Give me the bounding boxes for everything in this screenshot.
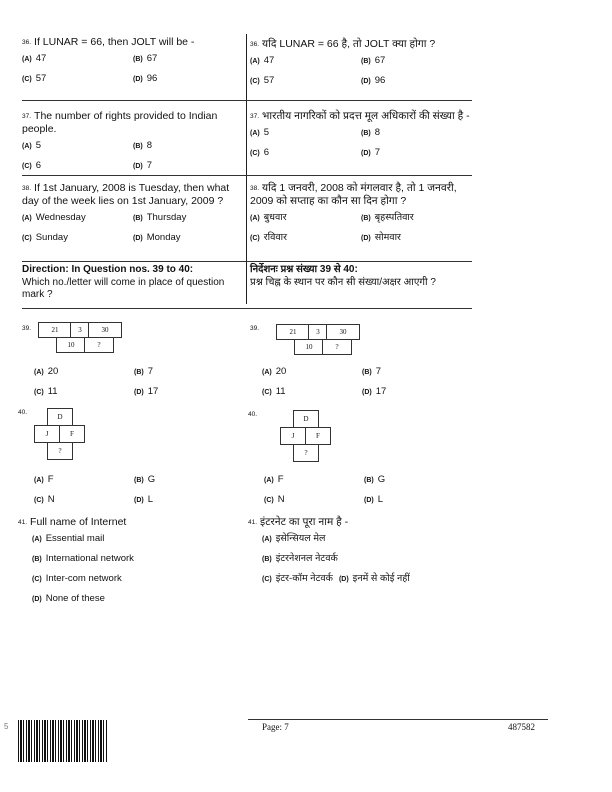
number-figure [38, 322, 138, 362]
question-text: If 1st January, 2008 is Tuesday, then what day of the week lies on 1st January, 2009 ? [22, 182, 230, 207]
direction-title: Direction: In Question nos. 39 to 40: [22, 264, 194, 275]
column-divider [246, 34, 247, 304]
figure-cell: J [280, 427, 306, 445]
figure-cell: ? [293, 444, 319, 462]
option-d[interactable]: (D) 17 [134, 386, 159, 397]
option-c[interactable]: (C) रविवार [250, 232, 287, 243]
figure-cell: D [47, 408, 73, 426]
option-a[interactable]: (A) 47 [250, 55, 275, 66]
booklet-serial: 487582 [508, 722, 535, 732]
direction-title: निर्देशनः प्रश्न संख्या 39 से 40: [250, 264, 358, 275]
figure-cell: ? [47, 442, 73, 460]
options [262, 365, 462, 399]
option-d[interactable]: (D) 96 [361, 75, 386, 86]
options [32, 532, 244, 606]
question-37-en [22, 110, 244, 173]
option-a[interactable]: (A) 20 [34, 366, 59, 377]
direction-hi [250, 264, 472, 289]
edge-mark: 5 [4, 722, 9, 731]
option-a[interactable]: (A) F [34, 474, 54, 485]
question-39-hi [250, 322, 472, 402]
question-text: Full name of Internet [30, 516, 127, 528]
options [250, 211, 472, 245]
options [34, 365, 234, 399]
page-number: Page: 7 [262, 722, 289, 732]
option-d[interactable]: (D) 17 [362, 386, 387, 397]
option-d[interactable]: (D) 96 [133, 73, 158, 84]
separator [22, 175, 472, 176]
option-a[interactable]: (A) 47 [22, 53, 47, 64]
letter-figure [278, 410, 338, 470]
option-b[interactable]: (B) 7 [134, 366, 154, 377]
options [250, 126, 472, 160]
question-text: यदि 1 जनवरी, 2008 को मंगलवार है, तो 1 जनवरी, 2009 को सप्ताह का कौन सा दिन होगा ? [250, 182, 457, 207]
option-a[interactable]: (A) Essential mail [32, 533, 105, 544]
barcode [18, 720, 108, 762]
option-c[interactable]: (C) Sunday [22, 232, 68, 243]
question-36-en [22, 36, 244, 86]
direction-body: प्रश्न चिह्न के स्थान पर कौन सी संख्या/अक्षर आएगी ? [250, 276, 436, 288]
question-number: 36. [22, 39, 32, 46]
figure-cell: ? [322, 339, 352, 355]
question-text: If LUNAR = 66, then JOLT will be - [34, 36, 195, 48]
figure-cell: 10 [294, 339, 324, 355]
option-d[interactable]: (D) Monday [133, 232, 181, 243]
option-a[interactable]: (A) 5 [22, 140, 42, 151]
option-d[interactable]: (D) 7 [133, 160, 153, 171]
option-d[interactable]: (D) L [134, 494, 154, 505]
options [22, 211, 244, 245]
question-36-hi [250, 38, 472, 88]
option-c[interactable]: (C) 57 [250, 75, 275, 86]
option-a[interactable]: (A) इसेन्सियल मेल [262, 533, 326, 544]
question-number: 37. [22, 113, 32, 120]
option-c[interactable]: (C) 11 [262, 386, 286, 397]
question-41-en [18, 516, 244, 606]
direction-body: Which no./letter will come in place of question mark ? [22, 276, 225, 300]
question-text: भारतीय नागरिकों को प्रदत्त मूल अधिकारों की संख्या है - [262, 110, 470, 122]
option-a[interactable]: (A) Wednesday [22, 212, 86, 223]
option-c[interactable]: (C) 11 [34, 386, 58, 397]
question-number: 38. [250, 185, 260, 192]
figure-cell: F [305, 427, 331, 445]
option-c[interactable]: (C) N [264, 494, 285, 505]
question-40-hi [248, 408, 474, 508]
figure-cell: F [59, 425, 85, 443]
option-c[interactable]: (C) N [34, 494, 55, 505]
options [264, 473, 464, 507]
option-a[interactable]: (A) बुधवार [250, 212, 287, 223]
question-number: 40. [248, 411, 258, 418]
option-b[interactable]: (B) International network [32, 553, 134, 564]
option-b[interactable]: (B) 67 [361, 55, 386, 66]
figure-cell: ? [84, 337, 114, 353]
option-b[interactable]: (B) इंटरनेशनल नेटवर्क [262, 553, 338, 564]
figure-cell: 3 [308, 324, 328, 340]
question-number: 37. [250, 113, 260, 120]
option-b[interactable]: (B) बृहस्पतिवार [361, 212, 414, 223]
option-d[interactable]: (D) इनमें से कोई नहीं [338, 573, 410, 584]
option-c[interactable]: (C) 57 [22, 73, 47, 84]
question-number: 36. [250, 41, 260, 48]
question-39-en [22, 322, 244, 402]
separator [22, 308, 472, 309]
question-37-hi [250, 110, 472, 160]
option-b[interactable]: (B) 8 [361, 127, 381, 138]
figure-cell: 3 [70, 322, 90, 338]
option-b[interactable]: (B) 67 [133, 53, 158, 64]
option-a[interactable]: (A) 5 [250, 127, 270, 138]
question-number: 40. [18, 409, 28, 416]
question-38-hi [250, 182, 472, 245]
option-c[interactable]: (C) Inter-com network [32, 573, 122, 584]
option-b[interactable]: (B) 8 [133, 140, 153, 151]
figure-cell: D [293, 410, 319, 428]
question-number: 41. [18, 519, 28, 526]
option-d[interactable]: (D) None of these [32, 593, 105, 604]
question-number: 39. [250, 325, 260, 332]
option-a[interactable]: (A) F [264, 474, 284, 485]
question-number: 41. [248, 519, 258, 526]
options [22, 52, 244, 86]
question-number: 39. [22, 325, 32, 332]
option-d[interactable]: (D) L [364, 494, 384, 505]
options [34, 473, 234, 507]
option-a[interactable]: (A) 20 [262, 366, 287, 377]
options [262, 532, 488, 586]
question-text: इंटरनेट का पूरा नाम है - [260, 516, 349, 528]
question-number: 38. [22, 185, 32, 192]
figure-cell: J [34, 425, 60, 443]
question-38-en [22, 182, 244, 245]
question-40-en [18, 406, 244, 506]
number-figure [276, 324, 376, 364]
option-c[interactable]: (C) 6 [250, 147, 270, 158]
option-c[interactable]: (C) इंटर-कॉम नेटवर्क [262, 573, 333, 584]
separator [22, 261, 472, 262]
figure-cell: 21 [38, 322, 72, 338]
direction-en [22, 264, 244, 302]
question-text: यदि LUNAR = 66 है, तो JOLT क्या होगा ? [262, 38, 436, 50]
options [250, 54, 472, 88]
question-41-hi [248, 516, 488, 586]
footer-rule [248, 719, 548, 720]
figure-cell: 10 [56, 337, 86, 353]
option-b[interactable]: (B) 7 [362, 366, 382, 377]
option-c[interactable]: (C) 6 [22, 160, 42, 171]
figure-cell: 30 [326, 324, 360, 340]
question-text: The number of rights provided to Indian people. [22, 110, 218, 135]
option-d[interactable]: (D) 7 [361, 147, 381, 158]
options [22, 139, 244, 173]
separator [22, 100, 472, 101]
figure-cell: 21 [276, 324, 310, 340]
option-b[interactable]: (B) G [364, 474, 386, 485]
option-b[interactable]: (B) G [134, 474, 156, 485]
letter-figure [32, 408, 92, 468]
figure-cell: 30 [88, 322, 122, 338]
option-b[interactable]: (B) Thursday [133, 212, 187, 223]
option-d[interactable]: (D) सोमवार [361, 232, 401, 243]
